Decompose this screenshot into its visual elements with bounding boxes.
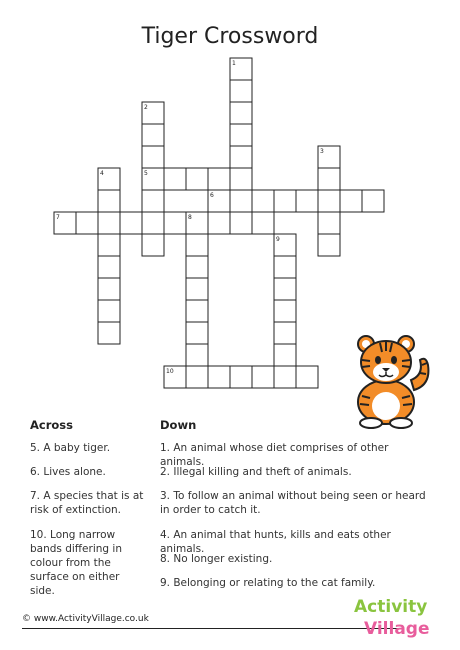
clue-number: 7 [56,214,60,221]
down-clue: 1. An animal whose diet comprises of other animals. [160,442,389,468]
grid-cell [164,168,186,190]
down-clue: 4. An animal that hunts, kills and eats other animals. [160,529,391,555]
grid-cell [186,366,208,388]
clue-number: 1 [232,60,236,67]
grid-cell [230,366,252,388]
grid-cell [318,212,340,234]
grid-cell [230,102,252,124]
grid-cell [98,278,120,300]
grid-cell [98,256,120,278]
logo-word-village: Village [364,619,430,639]
down-clue: 2. Illegal killing and theft of animals. [160,466,352,478]
grid-cell [98,212,120,234]
clue-number: 6 [210,192,214,199]
down-heading: Down [160,418,197,432]
grid-cell [296,190,318,212]
grid-cell [318,168,340,190]
grid-cell [230,124,252,146]
footer-divider [22,628,404,629]
grid-cell [186,168,208,190]
grid-cell [120,212,142,234]
grid-cell [142,190,164,212]
grid-cell [274,278,296,300]
grid-cell [208,366,230,388]
page-title: Tiger Crossword [141,24,319,49]
grid-cell [274,344,296,366]
grid-cell [296,366,318,388]
clue-number: 4 [100,170,104,177]
grid-cell [208,168,230,190]
footer-url: © www.ActivityVillage.co.uk [22,614,149,624]
logo-icon [350,592,445,640]
grid-cell [142,124,164,146]
clue-number: 10 [166,368,174,375]
across-clue: 5. A baby tiger. [30,442,111,454]
grid-cell [274,322,296,344]
grid-cell [252,190,274,212]
activity-village-logo [350,592,445,640]
grid-cell [186,234,208,256]
grid-cell [186,278,208,300]
grid-cell [186,322,208,344]
grid-cell [98,190,120,212]
grid-cell [186,300,208,322]
grid-cell [340,190,362,212]
grid-cell [230,168,252,190]
grid-cell [274,190,296,212]
clue-number: 5 [144,170,148,177]
grid-cell [230,80,252,102]
grid-cell [252,212,274,234]
grid-cell [362,190,384,212]
grid-cell [98,234,120,256]
grid-cell [230,146,252,168]
grid-cell [274,366,296,388]
grid-cell [252,366,274,388]
across-clue: 10. Long narrow bands differing in colour from the surface on either side. [30,529,122,597]
down-clue: 3. To follow an animal without being seen or heard in order to catch it. [160,490,426,516]
grid-cell [274,300,296,322]
grid-cell [98,300,120,322]
logo-word-activity: Activity [354,597,428,617]
grid-cell [186,256,208,278]
grid-cell [98,322,120,344]
grid-cell [142,234,164,256]
clue-number: 9 [276,236,280,243]
grid-cell [318,234,340,256]
grid-cell [186,344,208,366]
tiger-icon [336,330,436,430]
grid-cell [142,212,164,234]
clue-number: 8 [188,214,192,221]
grid-cell [318,190,340,212]
across-heading: Across [30,418,73,432]
across-clue: 7. A species that is at risk of extinction. [30,490,144,516]
grid-cell [76,212,98,234]
grid-cell [142,146,164,168]
grid-cell [208,212,230,234]
grid-cell [230,190,252,212]
grid-cell [274,256,296,278]
down-clue: 9. Belonging or relating to the cat family. [160,577,376,589]
clue-number: 3 [320,148,324,155]
tiger-illustration [336,330,436,430]
grid-cell [164,212,186,234]
across-clue: 6. Lives alone. [30,466,106,478]
clue-number: 2 [144,104,148,111]
down-clue: 8. No longer existing. [160,553,273,565]
grid-cell [230,212,252,234]
